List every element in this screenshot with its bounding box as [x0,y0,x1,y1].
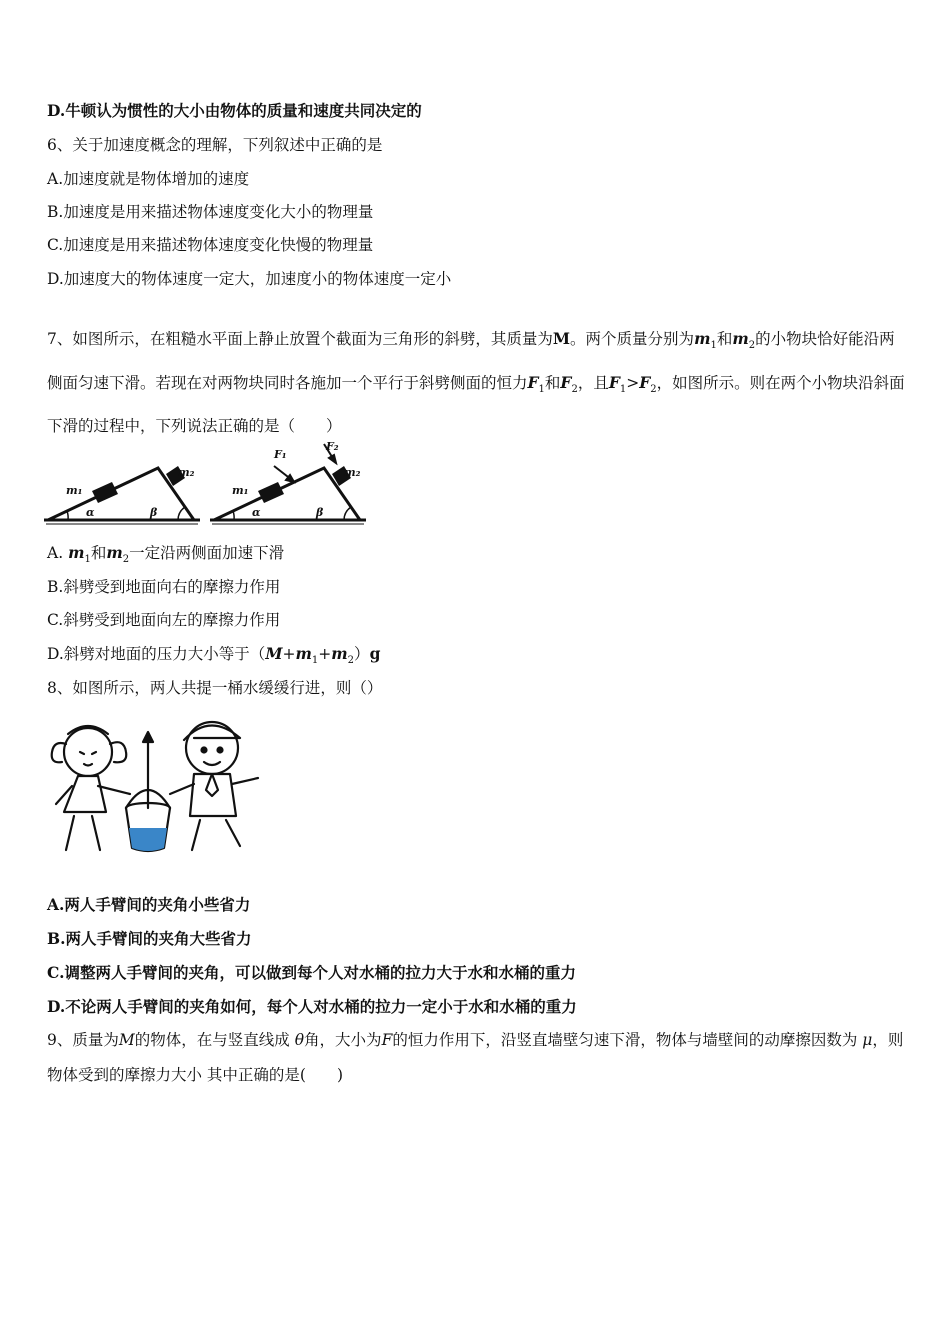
q6-option-a: A.加速度就是物体增加的速度 [47,170,250,188]
q8-option-d: D.不论两人手臂间的夹角如何，每个人对水桶的拉力一定小于水和水桶的重力 [47,997,577,1016]
up-arrow-icon [143,732,153,808]
q8-option-c: C.调整两人手臂间的夹角，可以做到每个人对水桶的拉力大于水和水桶的重力 [47,963,576,982]
q6-option-d: D.加速度大的物体速度一定大，加速度小的物体速度一定小 [47,270,452,288]
q8-option-a: A.两人手臂间的夹角小些省力 [47,895,251,914]
q6-option-c: C.加速度是用来描述物体速度变化快慢的物理量 [47,236,374,254]
q6-stem: 6、关于加速度概念的理解，下列叙述中正确的是 [47,136,383,154]
label-F1: F₁ [274,448,287,461]
label-F2: F₂ [326,440,339,453]
label-m1-left: m₁ [66,484,83,497]
q8-option-b: B.两人手臂间的夹角大些省力 [47,929,252,948]
q7-option-d: D.斜劈对地面的压力大小等于$(M+m_1+m_2)g$ [47,644,381,667]
label-beta-left: β [150,506,158,519]
q7-stem: 7、如图所示，在粗糙水平面上静止放置个截面为三角形的斜劈，其质量为M。两个质量分别为$m_1$和$m_2$的小物块恰好能沿两侧面匀速下滑。若现在对两物块同时各施加一个平行于斜劈侧面的恒力$F_1$和$F_2$，且$F_1>F_2$，如图所示。则在两个小物块沿斜面下滑的过程中，下列说法正确的是（ ） [47,329,905,436]
q7-wedge-figure [42,438,372,530]
label-beta-right: β [316,506,324,519]
q5-option-d: D.牛顿认为惯性的大小由物体的质量和速度共同决定的 [47,101,422,120]
q7-option-c: C.斜劈受到地面向左的摩擦力作用 [47,611,281,629]
boy-icon [170,722,258,850]
q7-option-a: A. $m_1$和$m_2$一定沿两侧面加速下滑 [47,543,285,566]
q9-stem: 9、质量为M的物体，在与竖直线成 θ角，大小为F的恒力作用下，沿竖直墙壁匀速下滑，物体与墙壁间的动摩擦因数为 μ，则物体受到的摩擦力大小 其中正确的是( ) [47,1031,904,1084]
q7-option-b: B.斜劈受到地面向右的摩擦力作用 [47,578,281,596]
q6-option-b: B.加速度是用来描述物体速度变化大小的物理量 [47,203,374,221]
label-m2-left: m₂ [178,466,195,479]
q8-children-bucket-figure [44,712,264,858]
label-alpha-right: α [252,506,261,519]
label-m2-right: m₂ [344,466,361,479]
label-alpha-left: α [86,506,95,519]
girl-icon [52,726,130,850]
q8-stem: 8、如图所示，两人共提一桶水缓缓行进，则（） [47,679,383,697]
label-m1-right: m₁ [232,484,249,497]
